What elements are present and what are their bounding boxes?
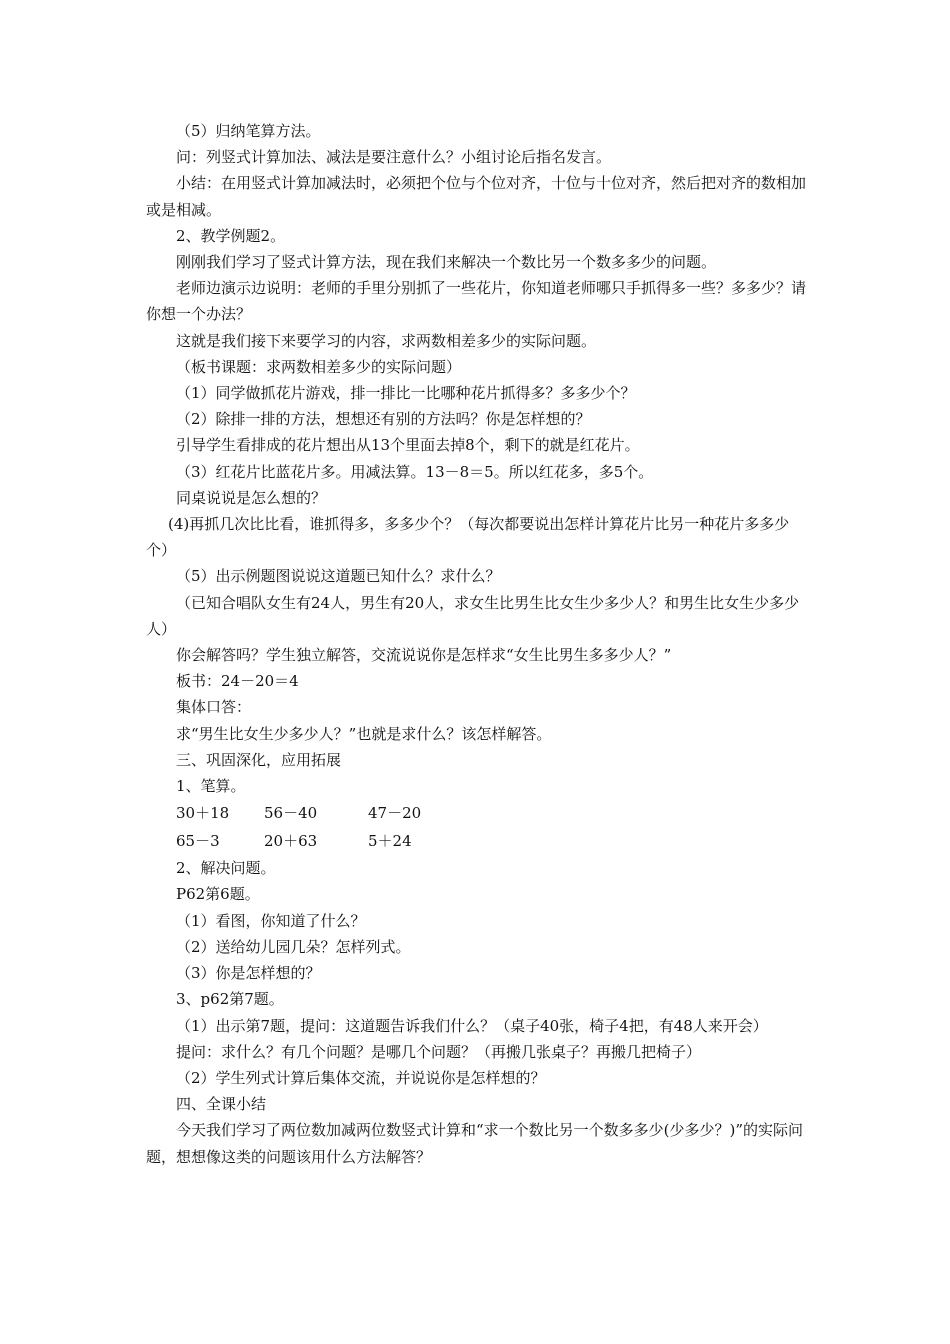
exercise-item: 30＋18 bbox=[176, 804, 230, 823]
line-how-think: （3）你是怎样想的？ bbox=[176, 964, 321, 983]
line-look-picture: （1）看图，你知道了什么？ bbox=[176, 911, 366, 930]
document-body bbox=[146, 118, 810, 1170]
line-question: 问：列竖式计算加法、减法是要注意什么？小组讨论后指名发言。 bbox=[176, 148, 612, 167]
line-board-equation: 板书：24－20＝4 bbox=[176, 672, 299, 691]
line-step-1: （1）同学做抓花片游戏，排一排比一比哪种花片抓得多？多多少个？ bbox=[176, 384, 636, 403]
heading-section-3: 三、巩固深化，应用拓展 bbox=[176, 750, 342, 769]
line-step-5: （5）归纳笔算方法。 bbox=[176, 122, 321, 140]
heading-example-2: 2、教学例题2。 bbox=[176, 226, 286, 245]
exercise-item: 20＋63 bbox=[264, 832, 318, 851]
line-pair-talk: 同桌说说是怎么想的？ bbox=[176, 488, 327, 507]
line-solve: 你会解答吗？学生独立解答，交流说说你是怎样求“女生比男生多多少人？” bbox=[176, 646, 672, 665]
exercise-item: 56－40 bbox=[264, 804, 318, 823]
heading-p62-7: 3、p62第7题。 bbox=[176, 990, 284, 1009]
heading-written-calc: 1、笔算。 bbox=[176, 777, 246, 796]
exercise-row bbox=[146, 799, 810, 827]
line-kindergarten: （2）送给幼儿园几朵？怎样列式。 bbox=[176, 937, 411, 956]
heading-section-4: 四、全课小结 bbox=[176, 1095, 267, 1114]
line-choir-problem: （已知合唱队女生有24人，男生有20人，求女生比男生比女生少多少人？和男生比女生少多少人） bbox=[146, 593, 800, 638]
heading-problem-solving: 2、解决问题。 bbox=[176, 859, 276, 878]
exercise-row bbox=[146, 827, 810, 855]
line-guide: 引导学生看排成的花片想出从13个里面去掉8个，剩下的就是红花片。 bbox=[176, 436, 640, 455]
line-step-2: （2）除排一排的方法，想想还有别的方法吗？你是怎样想的？ bbox=[176, 410, 591, 429]
line-teacher-demo: 老师边演示边说明：老师的手里分别抓了一些花片，你知道老师哪只手抓得多一些？多多少？请你想一个办法？ bbox=[146, 279, 807, 324]
line-conclusion: 今天我们学习了两位数加减两位数竖式计算和“求一个数比另一个数多多少(少多少？)”的实际问题，想想像这类的问题该用什么方法解答？ bbox=[146, 1121, 804, 1166]
exercise-item: 5＋24 bbox=[368, 832, 412, 851]
line-step-4: (4)再抓几次比比看，谁抓得多，多多少个？（每次都要说出怎样计算花片比另一种花片多多少个） bbox=[146, 515, 790, 560]
exercise-item: 65－3 bbox=[176, 832, 220, 851]
exercise-item: 47－20 bbox=[368, 804, 422, 823]
line-p62-6: P62第6题。 bbox=[176, 885, 260, 904]
line-exchange: （2）学生列式计算后集体交流，并说说你是怎样想的？ bbox=[176, 1068, 546, 1087]
line-content: 这就是我们接下来要学习的内容，求两数相差多少的实际问题。 bbox=[176, 331, 597, 350]
line-show-7: （1）出示第7题，提问：这道题告诉我们什么？（桌子40张，椅子4把，有48人来开会） bbox=[176, 1016, 768, 1035]
line-summary: 小结：在用竖式计算加减法时，必须把个位与个位对齐，十位与十位对齐，然后把对齐的数相加或是相减。 bbox=[146, 174, 807, 219]
line-intro: 刚刚我们学习了竖式计算方法，现在我们来解决一个数比另一个数多多少的问题。 bbox=[176, 253, 717, 272]
line-ask: 提问：求什么？有几个问题？是哪几个问题？（再搬几张桌子？再搬几把椅子） bbox=[176, 1042, 702, 1061]
line-step-3: （3）红花片比蓝花片多。用减法算。13－8＝5。所以红花多，多5个。 bbox=[176, 462, 654, 481]
line-board-title: （板书课题：求两数相差多少的实际问题） bbox=[176, 357, 462, 376]
line-oral-answer: 集体口答： bbox=[176, 698, 252, 717]
line-question-boys: 求“男生比女生少多少人？”也就是求什么？该怎样解答。 bbox=[176, 724, 552, 743]
line-step-5b: （5）出示例题图说说这道题已知什么？求什么？ bbox=[176, 567, 501, 586]
